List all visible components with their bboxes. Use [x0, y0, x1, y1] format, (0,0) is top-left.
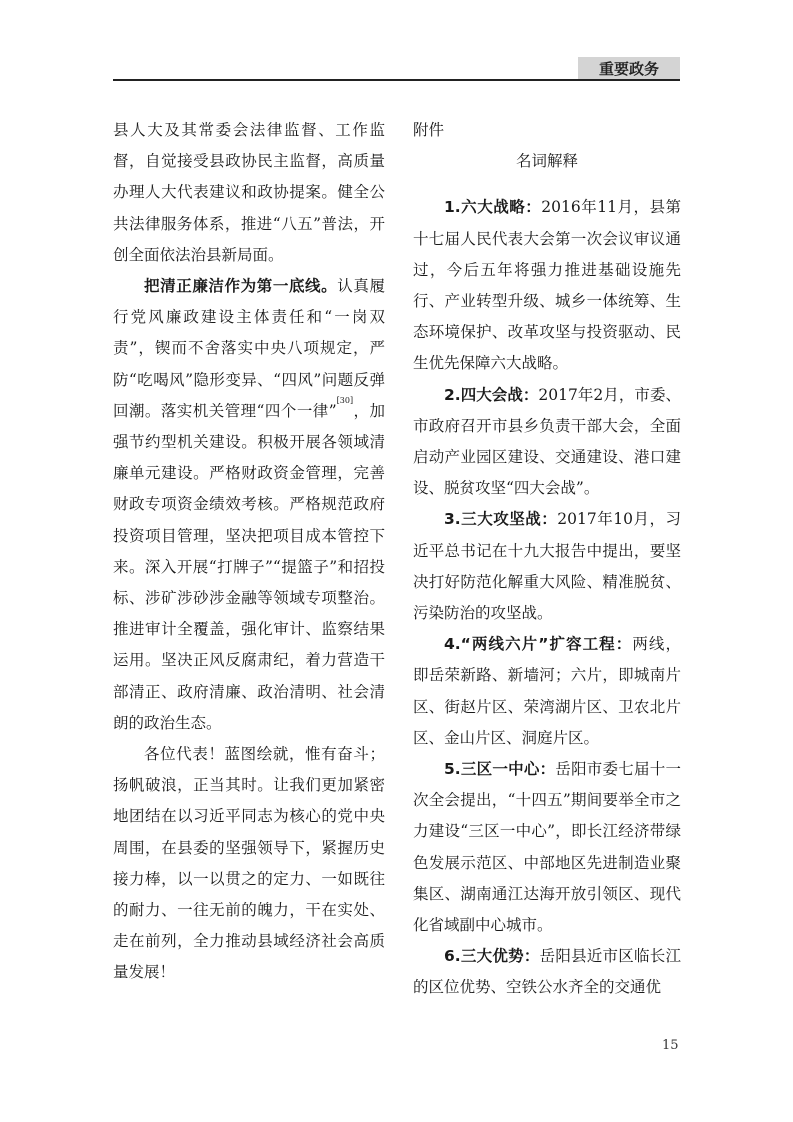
- glossary-term: 4.“两线六片”扩容工程：: [444, 635, 633, 654]
- glossary-entry: [413, 941, 681, 1003]
- glossary-entry: [413, 192, 681, 379]
- page-number: 15: [662, 1038, 679, 1053]
- paragraph-legal-oversight: 县人大及其常委会法律监督、工作监督，自觉接受县政协民主监督，高质量办理人大代表建议和政协提案。健全公共法律服务体系，推进“八五”普法，开创全面依法治县新局面。: [113, 121, 385, 264]
- header-rule: [113, 79, 680, 81]
- glossary-text: 岳阳市委七届十一次全会提出，“十四五”期间要举全市之力建设“三区一中心”，即长江经济带绿色发展示范区、中部地区先进制造业聚集区、湖南通江达海开放引领区、现代化省域副中心城市。: [413, 760, 681, 935]
- section-label: 重要政务: [578, 57, 680, 81]
- glossary-text: 2016年11月，县第十七届人民代表大会第一次会议审议通过，今后五年将强力推进基础设施先行、产业转型升级、城乡一体统筹、生态环境保护、改革攻坚与投资驱动、民生优先保障六大战略。: [413, 198, 681, 373]
- glossary-term: 5.三区一中心：: [444, 760, 556, 779]
- left-column: [113, 115, 385, 989]
- glossary-term: 2.四大会战：: [444, 385, 539, 404]
- attachment-label: 附件: [413, 121, 445, 139]
- paragraph-closing: 各位代表！蓝图绘就，惟有奋斗；扬帆破浪，正当其时。让我们更加紧密地团结在以习近平同志为核心的党中央周围，在县委的坚强领导下，紧握历史接力棒，以一以贯之的定力、一如既往的耐力、一往无前的魄力，干在实处、走在前列，全力推动县域经济社会高质量发展！: [113, 745, 385, 982]
- glossary-term: 1.六大战略：: [444, 198, 542, 217]
- glossary-term: 3.三大攻坚战：: [444, 510, 558, 529]
- glossary-entry: [413, 629, 681, 754]
- glossary-term: 6.三大优势：: [444, 947, 540, 966]
- glossary-title: 名词解释: [515, 152, 578, 171]
- glossary-text: 2017年10月，习近平总书记在十九大报告中提出，要坚决打好防范化解重大风险、精准脱贫、污染防治的攻坚战。: [413, 510, 681, 623]
- glossary-text: 岳阳县近市区临长江的区位优势、空铁公水齐全的交通优: [413, 947, 681, 997]
- glossary-entry: [413, 504, 681, 629]
- glossary-entry: [413, 754, 681, 941]
- footnote-ref-30: [30]: [336, 395, 354, 405]
- right-column: [413, 115, 681, 1004]
- paragraph-integrity-body-2: ，加强节约型机关建设。积极开展各领域清廉单元建设。严格财政资金管理，完善财政专项资金绩效考核。严格规范政府投资项目管理，坚决把项目成本管控下来。深入开展“打牌子”“提篮子”和招投标、涉矿涉砂涉金融等领域专项整治。推进审计全覆盖，强化审计、监察结果运用。坚决正风反腐肃纪，着力营造干部清正、政府清廉、政治清明、社会清朗的政治生态。: [113, 401, 385, 732]
- glossary-text: 2017年2月，市委、市政府召开市县乡负责干部大会，全面启动产业园区建设、交通建设、港口建设、脱贫攻坚“四大会战”。: [413, 385, 681, 498]
- glossary-entry: [413, 380, 681, 505]
- paragraph-integrity: [113, 271, 385, 739]
- paragraph-integrity-body-1: 认真履行党风廉政建设主体责任和“一岗双责”，锲而不舍落实中央八项规定，严防“吃喝风”隐形变异、“四风”问题反弹回潮。落实机关管理“四个一律”: [113, 277, 385, 420]
- paragraph-integrity-lead: 把清正廉洁作为第一底线。: [144, 277, 338, 296]
- glossary-text: 两线，即岳荣新路、新墙河；六片，即城南片区、街赵片区、荣湾湖片区、卫农北片区、金山片区、洞庭片区。: [413, 635, 681, 747]
